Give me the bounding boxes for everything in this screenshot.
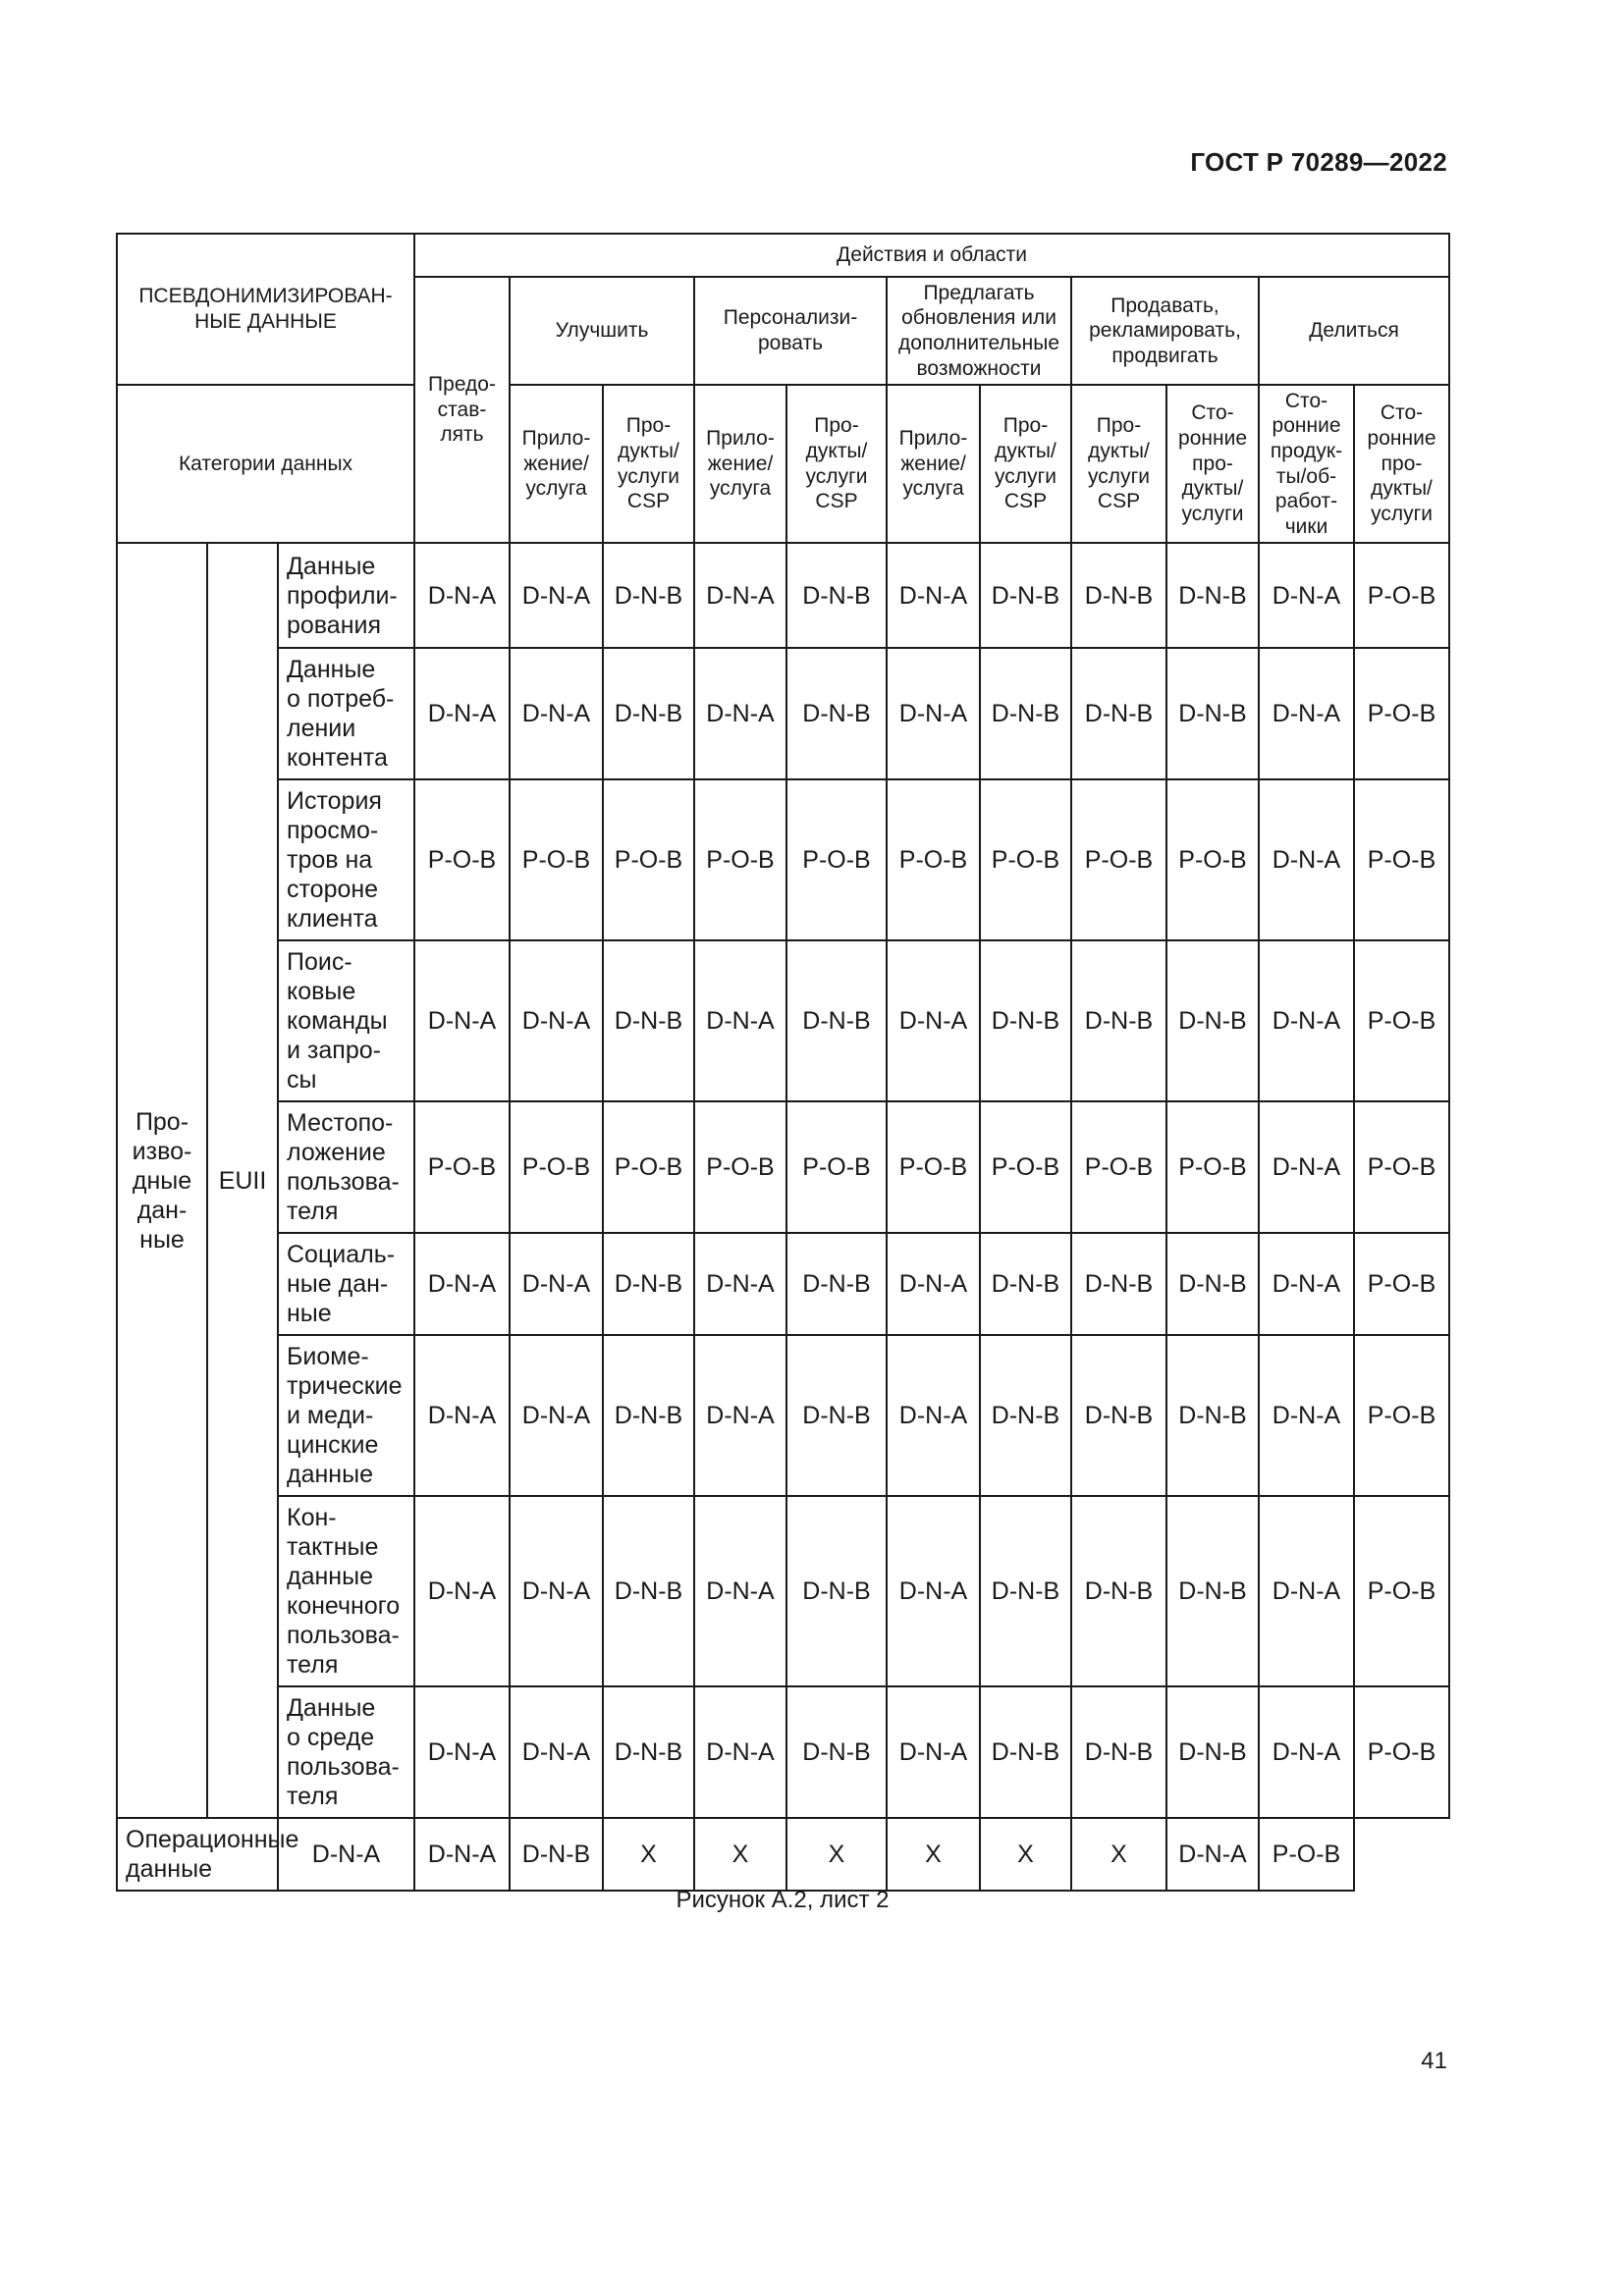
value-cell: D-N-B (603, 940, 694, 1101)
value-cell: D-N-B (603, 1496, 694, 1686)
figure-caption: Рисунок А.2, лист 2 (676, 1887, 890, 1913)
provide-header: Предо- став- лять (414, 277, 510, 543)
value-cell: D-N-B (786, 1686, 887, 1818)
value-cell: D-N-A (510, 940, 603, 1101)
value-cell: D-N-B (603, 648, 694, 779)
subheader-cell: Про- дукты/ услуги CSP (786, 385, 887, 543)
value-cell: D-N-A (510, 1686, 603, 1818)
value-cell: D-N-A (1259, 1335, 1354, 1496)
category-label: Социаль- ные дан- ные (278, 1233, 414, 1335)
category-label: Биоме- трические и меди- цинские данные (278, 1335, 414, 1496)
value-cell: D-N-A (510, 648, 603, 779)
value-cell: P-O-B (414, 779, 510, 940)
value-cell: D-N-A (1166, 1818, 1259, 1891)
value-cell: P-O-B (1354, 1496, 1449, 1686)
value-cell: P-O-B (603, 779, 694, 940)
table-row (117, 1686, 1449, 1818)
value-cell: D-N-B (1166, 940, 1259, 1101)
value-cell: D-N-B (1166, 1686, 1259, 1818)
value-cell: P-O-B (1071, 779, 1166, 940)
value-cell: D-N-B (786, 940, 887, 1101)
value-cell: D-N-B (1071, 1233, 1166, 1335)
value-cell: D-N-A (414, 648, 510, 779)
subheader-cell: Про- дукты/ услуги CSP (1071, 385, 1166, 543)
value-cell: D-N-A (887, 1335, 980, 1496)
data-categories-header: Категории данных (117, 385, 414, 543)
value-cell: P-O-B (1354, 779, 1449, 940)
value-cell: P-O-B (1071, 1101, 1166, 1233)
category-label: Данные о потреб- лении контента (278, 648, 414, 779)
group-header-personalize: Персонализи- ровать (694, 277, 887, 385)
value-cell: D-N-B (1071, 1496, 1166, 1686)
value-cell: D-N-B (980, 940, 1071, 1101)
category-label: Местопо- ложение пользова- теля (278, 1101, 414, 1233)
value-cell: P-O-B (603, 1101, 694, 1233)
value-cell: D-N-A (694, 1233, 786, 1335)
value-cell: P-O-B (1259, 1818, 1354, 1891)
category-label: Данные профили- рования (278, 543, 414, 648)
value-cell: D-N-A (510, 1233, 603, 1335)
document-header: ГОСТ Р 70289—2022 (1190, 147, 1447, 177)
table-row (117, 1335, 1449, 1496)
value-cell: D-N-A (414, 1686, 510, 1818)
value-cell: D-N-B (786, 1233, 887, 1335)
value-cell: D-N-A (1259, 1101, 1354, 1233)
value-cell: P-O-B (1354, 1335, 1449, 1496)
value-cell: D-N-A (414, 940, 510, 1101)
value-cell: P-O-B (694, 1101, 786, 1233)
value-cell: D-N-A (1259, 648, 1354, 779)
value-cell: D-N-A (510, 1335, 603, 1496)
value-cell: D-N-B (980, 543, 1071, 648)
value-cell: D-N-B (603, 1233, 694, 1335)
value-cell: D-N-A (414, 1233, 510, 1335)
value-cell: X (1071, 1818, 1166, 1891)
value-cell: X (980, 1818, 1071, 1891)
category-label: История просмо- тров на стороне клиента (278, 779, 414, 940)
value-cell: P-O-B (1354, 940, 1449, 1101)
value-cell: D-N-B (786, 1496, 887, 1686)
category-label: Поис- ковые команды и запро- сы (278, 940, 414, 1101)
value-cell: D-N-A (694, 1335, 786, 1496)
table-row (117, 940, 1449, 1101)
value-cell: X (694, 1818, 786, 1891)
value-cell: D-N-A (694, 1686, 786, 1818)
value-cell: D-N-B (603, 543, 694, 648)
value-cell: D-N-A (887, 1496, 980, 1686)
value-cell: P-O-B (786, 1101, 887, 1233)
value-cell: D-N-B (786, 648, 887, 779)
subheader-cell: Сто- ронние про- дукты/ услуги (1354, 385, 1449, 543)
value-cell: D-N-B (510, 1818, 603, 1891)
value-cell: D-N-B (980, 1686, 1071, 1818)
value-cell: D-N-B (786, 1335, 887, 1496)
value-cell: D-N-A (1259, 1686, 1354, 1818)
value-cell: D-N-A (1259, 543, 1354, 648)
value-cell: P-O-B (980, 779, 1071, 940)
group-header-share: Делиться (1259, 277, 1449, 385)
group-header-improve: Улучшить (510, 277, 694, 385)
value-cell: D-N-A (1259, 779, 1354, 940)
pseudonymized-data-title: ПСЕВДОНИМИЗИРОВАН- НЫЕ ДАННЫЕ (117, 234, 414, 385)
value-cell: D-N-A (887, 543, 980, 648)
table-row (117, 1818, 1449, 1891)
value-cell: P-O-B (1166, 779, 1259, 940)
value-cell: D-N-A (278, 1818, 414, 1891)
value-cell: P-O-B (980, 1101, 1071, 1233)
table-row (117, 648, 1449, 779)
subheader-cell: Сто- ронние про- дукты/ услуги (1166, 385, 1259, 543)
value-cell: D-N-B (980, 1496, 1071, 1686)
table-row (117, 1233, 1449, 1335)
value-cell: P-O-B (414, 1101, 510, 1233)
value-cell: P-O-B (1354, 1686, 1449, 1818)
derived-data-label: Про- изво- дные дан- ные (117, 543, 207, 1818)
value-cell: D-N-B (980, 1335, 1071, 1496)
page-number: 41 (1421, 2048, 1447, 2074)
data-categories-table (116, 233, 1450, 1892)
value-cell: X (887, 1818, 980, 1891)
value-cell: D-N-B (980, 1233, 1071, 1335)
value-cell: D-N-B (1166, 1496, 1259, 1686)
value-cell: D-N-A (694, 543, 786, 648)
value-cell: D-N-A (1259, 940, 1354, 1101)
actions-and-areas-header: Действия и области (414, 234, 1449, 277)
value-cell: D-N-A (1259, 1233, 1354, 1335)
value-cell: D-N-B (603, 1335, 694, 1496)
value-cell: D-N-A (1259, 1496, 1354, 1686)
value-cell: P-O-B (694, 779, 786, 940)
category-label: Данные о среде пользова- теля (278, 1686, 414, 1818)
operational-data-label: Операционные данные (117, 1818, 278, 1891)
value-cell: D-N-A (887, 648, 980, 779)
value-cell: D-N-A (887, 1686, 980, 1818)
value-cell: D-N-B (1166, 1335, 1259, 1496)
value-cell: P-O-B (1354, 1233, 1449, 1335)
value-cell: D-N-A (510, 543, 603, 648)
value-cell: D-N-A (694, 648, 786, 779)
subheader-cell: Про- дукты/ услуги CSP (603, 385, 694, 543)
value-cell: D-N-A (510, 1496, 603, 1686)
table-row (117, 543, 1449, 648)
category-label: Кон- тактные данные конечного пользова- теля (278, 1496, 414, 1686)
value-cell: P-O-B (1354, 543, 1449, 648)
value-cell: P-O-B (1354, 648, 1449, 779)
value-cell: D-N-A (414, 1496, 510, 1686)
value-cell: D-N-B (1071, 1335, 1166, 1496)
group-header-offer-updates: Предлагать обновления или дополнительные возможности (887, 277, 1071, 385)
value-cell: P-O-B (510, 779, 603, 940)
value-cell: D-N-B (980, 648, 1071, 779)
table-row (117, 779, 1449, 940)
value-cell: X (786, 1818, 887, 1891)
subheader-cell: Прило- жение/ услуга (510, 385, 603, 543)
table-row (117, 1101, 1449, 1233)
value-cell: P-O-B (887, 779, 980, 940)
value-cell: D-N-B (1071, 648, 1166, 779)
value-cell: D-N-B (1166, 543, 1259, 648)
value-cell: D-N-B (786, 543, 887, 648)
value-cell: D-N-B (1071, 940, 1166, 1101)
value-cell: D-N-A (414, 1335, 510, 1496)
value-cell: D-N-A (887, 940, 980, 1101)
value-cell: P-O-B (887, 1101, 980, 1233)
subheader-cell: Про- дукты/ услуги CSP (980, 385, 1071, 543)
value-cell: P-O-B (510, 1101, 603, 1233)
subheader-cell: Прило- жение/ услуга (694, 385, 786, 543)
value-cell: P-O-B (786, 779, 887, 940)
value-cell: X (603, 1818, 694, 1891)
euii-label: EUII (207, 543, 278, 1818)
value-cell: D-N-A (694, 940, 786, 1101)
value-cell: D-N-A (887, 1233, 980, 1335)
value-cell: D-N-B (603, 1686, 694, 1818)
value-cell: D-N-A (414, 1818, 510, 1891)
value-cell: D-N-B (1071, 543, 1166, 648)
table-row (117, 1496, 1449, 1686)
value-cell: D-N-B (1071, 1686, 1166, 1818)
value-cell: D-N-B (1166, 1233, 1259, 1335)
group-header-sell-promote: Продавать, рекламировать, продвигать (1071, 277, 1259, 385)
value-cell: D-N-A (414, 543, 510, 648)
value-cell: D-N-A (694, 1496, 786, 1686)
value-cell: P-O-B (1166, 1101, 1259, 1233)
value-cell: P-O-B (1354, 1101, 1449, 1233)
subheader-cell: Прило- жение/ услуга (887, 385, 980, 543)
subheader-cell: Сто- ронние продук- ты/об- работ- чики (1259, 385, 1354, 543)
value-cell: D-N-B (1166, 648, 1259, 779)
